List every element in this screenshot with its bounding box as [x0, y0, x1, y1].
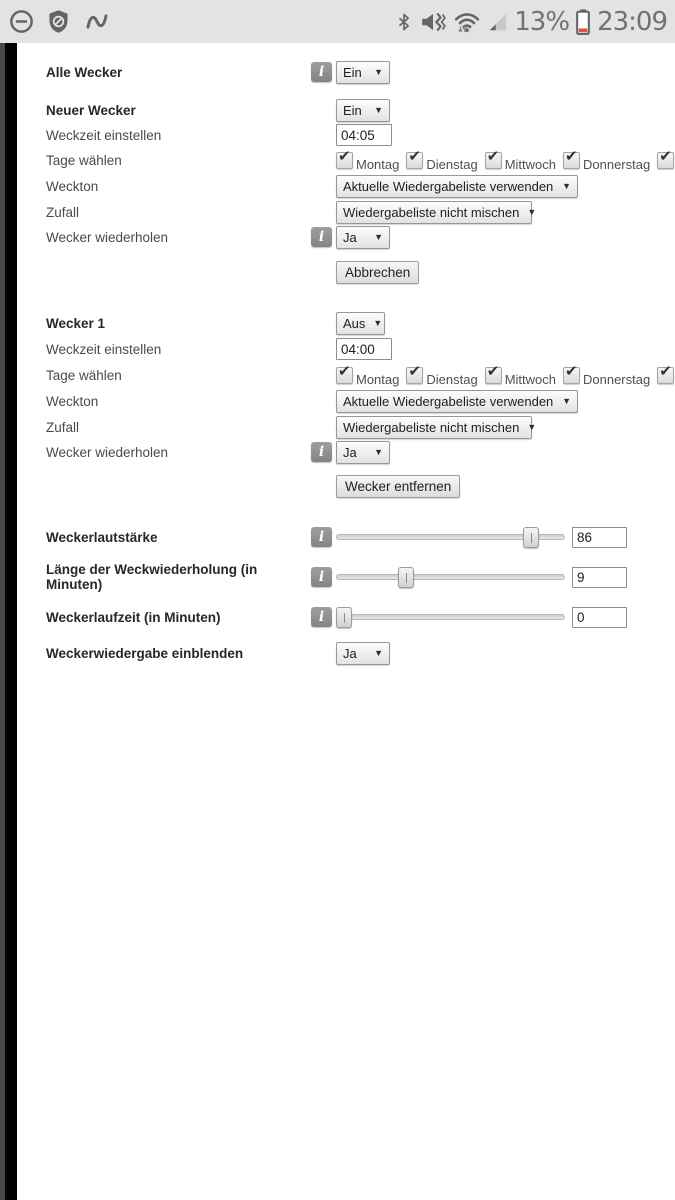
alarm1-time-input[interactable]	[336, 338, 392, 360]
day-checkbox-monday[interactable]	[336, 147, 353, 169]
checkmark-icon: ✔	[486, 147, 500, 165]
day-item: ✔ Dienstag	[408, 147, 478, 172]
day-item: ✔ Dienstag	[408, 362, 478, 387]
volume-label: Weckerlautstärke	[46, 529, 158, 545]
alarm1-repeat-select[interactable]: Ja ▼	[336, 441, 390, 464]
alarm-settings-page	[0, 43, 675, 1200]
alarm1-sound-select[interactable]: Aktuelle Wiedergabeliste verwenden ▼	[336, 390, 578, 413]
battery-percent: 13%	[514, 6, 570, 37]
status-bar	[0, 0, 675, 43]
remove-alarm-button[interactable]: Wecker entfernen	[336, 475, 460, 498]
row-new-alarm-title	[0, 98, 675, 122]
checkmark-icon: ✔	[564, 362, 578, 380]
row-alarm1-days	[0, 363, 675, 387]
checkmark-icon: ✔	[408, 147, 421, 165]
row-alarm1-time	[0, 337, 675, 361]
slider-handle[interactable]	[398, 567, 414, 588]
row-new-alarm-sound	[0, 174, 675, 198]
alarm1-state-select[interactable]: Aus ▼	[336, 312, 385, 335]
shuffle-label: Zufall	[46, 204, 80, 220]
slider-handle[interactable]	[336, 607, 352, 628]
volume-value-input[interactable]	[572, 527, 627, 548]
info-icon[interactable]: i	[311, 62, 332, 82]
info-icon[interactable]: i	[311, 227, 332, 247]
new-alarm-state-select[interactable]: Ein ▼	[336, 99, 390, 122]
battery-icon	[574, 8, 592, 36]
sound-label: Weckton	[46, 178, 99, 194]
row-alarm1-sound	[0, 389, 675, 413]
wifi-icon	[452, 9, 482, 35]
sound-label: Weckton	[46, 393, 99, 409]
row-cancel	[0, 260, 675, 284]
checkmark-icon: ✔	[338, 362, 351, 380]
row-all-alarms	[0, 60, 675, 84]
clock: 23:09	[597, 6, 667, 37]
slider-track	[336, 574, 565, 580]
shield-block-icon	[45, 8, 72, 35]
chevron-down-icon: ▼	[373, 318, 383, 328]
slider-handle[interactable]	[523, 527, 539, 548]
day-item: ✔ Montag	[338, 147, 400, 172]
row-fade-in	[0, 641, 675, 665]
info-icon[interactable]: i	[311, 607, 332, 627]
day-item: ✔ Montag	[338, 362, 400, 387]
day-checkbox-thursday[interactable]	[563, 147, 580, 169]
chevron-down-icon: ▼	[374, 232, 383, 242]
day-item: ✔ Mittwoch	[486, 362, 556, 387]
day-checkbox-group	[336, 362, 675, 387]
wave-icon	[82, 8, 112, 35]
chevron-down-icon: ▼	[374, 447, 383, 457]
day-checkbox-tuesday[interactable]	[406, 147, 423, 169]
shuffle-label: Zufall	[46, 419, 80, 435]
row-alarm1-shuffle	[0, 415, 675, 439]
volume-slider[interactable]	[336, 527, 565, 548]
mute-vibrate-icon	[419, 9, 447, 35]
checkmark-icon: ✔	[486, 362, 500, 380]
day-checkbox-partial[interactable]	[657, 362, 674, 384]
info-icon[interactable]: i	[311, 567, 332, 587]
row-remove-alarm	[0, 474, 675, 498]
day-checkbox-thursday[interactable]	[563, 362, 580, 384]
new-alarm-repeat-select[interactable]: Ja ▼	[336, 226, 390, 249]
day-item: ✔ Donnerstag	[564, 147, 651, 172]
new-alarm-shuffle-select[interactable]: Wiedergabeliste nicht mischen ▼	[336, 201, 532, 224]
snooze-value-input[interactable]	[572, 567, 627, 588]
row-alarm1-repeat	[0, 440, 675, 464]
timeout-value-input[interactable]	[572, 607, 627, 628]
do-not-disturb-icon	[8, 8, 35, 35]
row-alarm1-title	[0, 311, 675, 335]
timeout-slider[interactable]	[336, 607, 565, 628]
checkmark-icon: ✔	[564, 147, 578, 165]
fade-in-select[interactable]: Ja ▼	[336, 642, 390, 665]
chevron-down-icon: ▼	[374, 67, 383, 77]
row-new-alarm-time	[0, 123, 675, 147]
chevron-down-icon: ▼	[527, 207, 537, 217]
checkmark-icon: ✔	[338, 147, 351, 165]
row-new-alarm-days	[0, 148, 675, 172]
days-label: Tage wählen	[46, 152, 122, 168]
checkmark-icon: ✔	[659, 147, 672, 165]
bluetooth-icon	[394, 9, 414, 35]
chevron-down-icon: ▼	[562, 181, 571, 191]
row-volume	[0, 525, 675, 549]
day-checkbox-wednesday[interactable]	[485, 147, 502, 169]
day-item	[657, 362, 675, 384]
cancel-button[interactable]: Abbrechen	[336, 261, 419, 284]
row-new-alarm-shuffle	[0, 200, 675, 224]
status-bar-left	[8, 8, 112, 35]
repeat-label: Wecker wiederholen	[46, 229, 169, 245]
days-label: Tage wählen	[46, 367, 122, 383]
info-icon[interactable]: i	[311, 527, 332, 547]
new-alarm-sound-select[interactable]: Aktuelle Wiedergabeliste verwenden ▼	[336, 175, 578, 198]
all-alarms-select[interactable]: Ein ▼	[336, 61, 390, 84]
checkmark-icon: ✔	[659, 362, 672, 380]
row-new-alarm-repeat	[0, 225, 675, 249]
left-edge-strip	[5, 43, 17, 1200]
time-label: Weckzeit einstellen	[46, 341, 162, 357]
alarm1-title: Wecker 1	[46, 315, 106, 331]
slider-track	[336, 614, 565, 620]
timeout-label: Weckerlaufzeit (in Minuten)	[46, 609, 221, 625]
chevron-down-icon: ▼	[562, 396, 571, 406]
repeat-label: Wecker wiederholen	[46, 444, 169, 460]
day-checkbox-tuesday[interactable]	[406, 362, 423, 384]
info-icon[interactable]: i	[311, 442, 332, 462]
all-alarms-label: Alle Wecker	[46, 64, 123, 80]
time-label: Weckzeit einstellen	[46, 127, 162, 143]
day-item	[657, 147, 675, 169]
status-bar-right	[394, 7, 667, 37]
day-checkbox-partial[interactable]	[657, 147, 674, 169]
day-item: ✔ Mittwoch	[486, 147, 556, 172]
chevron-down-icon: ▼	[374, 648, 383, 658]
chevron-down-icon: ▼	[527, 422, 537, 432]
fade-in-label: Weckerwiedergabe einblenden	[46, 645, 244, 661]
new-alarm-title: Neuer Wecker	[46, 102, 136, 118]
day-checkbox-group	[336, 147, 675, 172]
checkmark-icon: ✔	[408, 362, 421, 380]
new-alarm-time-input[interactable]	[336, 124, 392, 146]
day-item: ✔ Donnerstag	[564, 362, 651, 387]
alarm1-shuffle-select[interactable]: Wiedergabeliste nicht mischen ▼	[336, 416, 532, 439]
snooze-label: Länge der Weckwiederholung (in Minuten)	[46, 562, 258, 592]
row-timeout	[0, 605, 675, 629]
chevron-down-icon: ▼	[374, 105, 383, 115]
row-snooze	[0, 562, 675, 592]
snooze-slider[interactable]	[336, 567, 565, 588]
day-checkbox-monday[interactable]	[336, 362, 353, 384]
signal-icon	[487, 9, 509, 35]
day-checkbox-wednesday[interactable]	[485, 362, 502, 384]
